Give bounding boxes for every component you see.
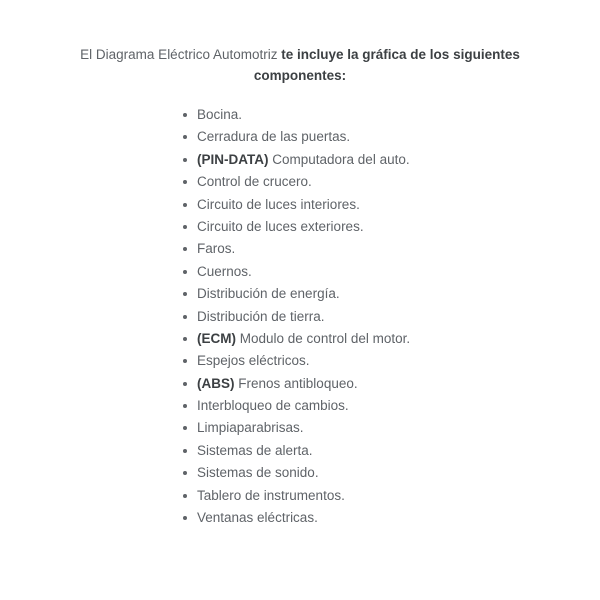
list-item [181, 398, 600, 414]
component-list [181, 107, 600, 526]
list-item-text: Sistemas de alerta. [197, 442, 313, 458]
list-item [181, 443, 600, 459]
list-item-text: Control de crucero. [197, 174, 312, 190]
list-item-prefix: (ECM) [197, 330, 236, 346]
list-item-text: Modulo de control del motor. [239, 330, 411, 346]
list-item-text: Interbloqueo de cambios. [197, 398, 349, 414]
list-item [181, 465, 600, 481]
title-intro-text: El Diagrama Eléctrico Automotriz [80, 47, 278, 62]
list-item [181, 197, 600, 213]
list-item-text: Cerradura de las puertas. [197, 129, 351, 145]
list-item-text: Circuito de luces exteriores. [197, 218, 364, 234]
list-item-text: Circuito de luces interiores. [197, 196, 360, 212]
list-item [181, 107, 600, 123]
title-emphasis-text: te incluye la gráfica de los siguientes componentes: [253, 47, 520, 83]
list-item [181, 376, 600, 392]
list-item [181, 309, 600, 325]
list-item-text: Ventanas eléctricas. [197, 510, 318, 526]
list-item [181, 264, 600, 280]
list-item-text: Distribución de energía. [197, 286, 340, 302]
list-item-text: Espejos eléctricos. [197, 353, 310, 369]
list-item-prefix: (ABS) [197, 375, 235, 391]
list-item-text: Cuernos. [197, 263, 252, 279]
list-item-text: Bocina. [197, 107, 243, 122]
list-item [181, 488, 600, 504]
list-item [181, 241, 600, 257]
list-item [181, 353, 600, 369]
list-item-text: Distribución de tierra. [197, 308, 325, 324]
list-item [181, 286, 600, 302]
list-item-text: Sistemas de sonido. [197, 465, 319, 481]
list-item-text: Limpiaparabrisas. [197, 420, 304, 436]
list-item-text: Tablero de instrumentos. [197, 487, 345, 503]
list-item-text: Computadora del auto. [272, 151, 410, 167]
list-item-text: Faros. [197, 241, 236, 257]
list-item [181, 219, 600, 235]
list-item [181, 152, 600, 168]
page-title [40, 44, 560, 86]
list-item-prefix: (PIN-DATA) [197, 151, 269, 167]
list-item [181, 129, 600, 145]
list-item-text: Frenos antibloqueo. [238, 375, 358, 391]
list-item [181, 174, 600, 190]
list-item [181, 331, 600, 347]
list-item [181, 420, 600, 436]
list-item [181, 510, 600, 526]
